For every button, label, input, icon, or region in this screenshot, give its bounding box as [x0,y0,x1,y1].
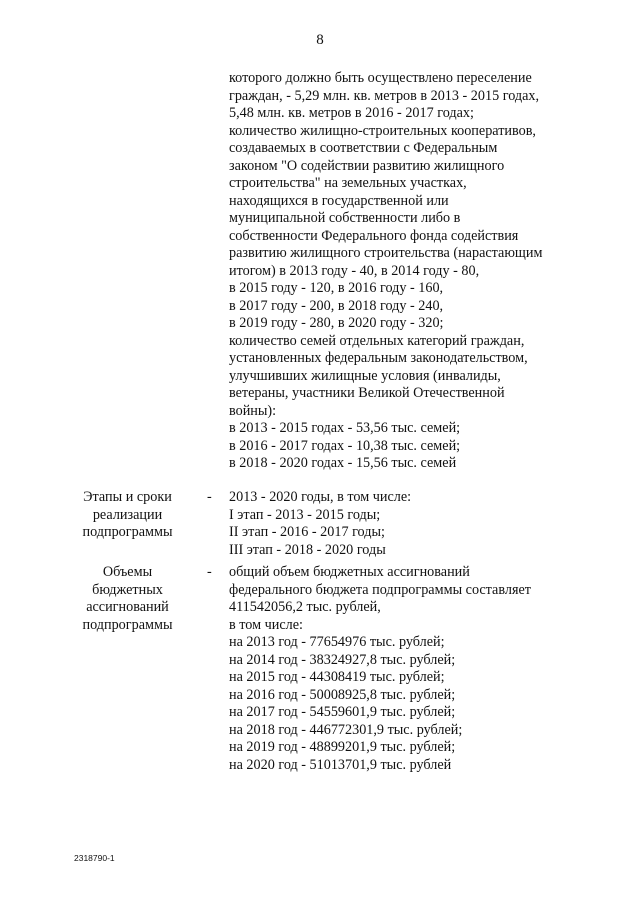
text-line: 2013 - 2020 годы, в том числе: [229,489,412,505]
page-number: 8 [316,32,324,48]
text-line: на 2019 год - 48899201,9 тыс. рублей; [229,739,456,755]
text-line: находящихся в государственной или [229,192,449,209]
text-line: в 2017 году - 200, в 2018 году - 240, [229,297,444,314]
text-line: на 2014 год - 38324927,8 тыс. рублей; [229,651,456,668]
text-line: в 2013 - 2015 годах - 53,56 тыс. семей; [229,420,461,436]
budget-dash: - [207,564,212,580]
text-line: на 2017 год - 54559601,9 тыс. рублей; [229,704,456,720]
text-line: собственности Федерального фонда содействия [229,227,519,244]
text-line: в 2016 - 2017 годах - 10,38 тыс. семей; [229,437,461,454]
text-line: на 2020 год - 51013701,9 тыс. рублей [229,756,452,773]
label-line: подпрограммы [82,616,173,633]
text-line: в 2018 - 2020 годах - 15,56 тыс. семей [229,455,457,471]
intro-text-block [229,70,569,473]
text-line: строительства" на земельных участках, [229,175,467,191]
text-line: II этап - 2016 - 2017 годы; [229,524,385,540]
text-line: ветераны, участники Великой Отечественной [229,385,505,401]
label-line: бюджетных [92,581,163,598]
document-code: 2318790-1 [74,853,115,863]
text-line: 411542056,2 тыс. рублей, [229,599,381,615]
budget-label [70,564,185,634]
text-line: I этап - 2013 - 2015 годы; [229,506,381,523]
text-line: общий объем бюджетных ассигнований [229,564,470,580]
stages-text [229,489,569,559]
stages-label [70,489,185,542]
text-line: муниципальной собственности либо в [229,210,461,226]
text-line: установленных федеральным законодательством, [229,350,528,366]
text-line: в 2015 году - 120, в 2016 году - 160, [229,280,444,296]
text-line: на 2015 год - 44308419 тыс. рублей; [229,669,445,685]
text-line: улучшивших жилищные условия (инвалиды, [229,367,501,384]
stages-dash: - [207,489,212,505]
label-line: подпрограммы [82,524,173,540]
text-line: 5,48 млн. кв. метров в 2016 - 2017 годах; [229,105,474,121]
label-line: Объемы [102,564,153,580]
text-line: развитию жилищного строительства (нарастающим [229,245,543,261]
text-line: создаваемых в соответствии с Федеральным [229,140,498,156]
text-line: на 2018 год - 446772301,9 тыс. рублей; [229,721,463,738]
label-line: Этапы и сроки [83,489,172,505]
text-line: в 2019 году - 280, в 2020 году - 320; [229,315,444,331]
text-line: итогом) в 2013 году - 40, в 2014 году - 80, [229,262,480,279]
text-line: количество семей отдельных категорий граждан, [229,332,525,349]
text-line: которого должно быть осуществлено переселение [229,70,532,86]
text-line: в том числе: [229,616,303,633]
text-line: федерального бюджета подпрограммы составляет [229,581,531,598]
text-line: войны): [229,402,277,419]
text-line: III этап - 2018 - 2020 годы [229,541,386,558]
text-line: на 2013 год - 77654976 тыс. рублей; [229,634,445,650]
text-line: на 2016 год - 50008925,8 тыс. рублей; [229,686,456,703]
budget-text [229,564,569,774]
text-line: законом "О содействии развитию жилищного [229,157,505,174]
label-line: ассигнований [86,599,169,615]
text-line: граждан, - 5,29 млн. кв. метров в 2013 - 2015 годах, [229,87,540,104]
label-line: реализации [92,506,163,523]
text-line: количество жилищно-строительных кооперативов, [229,122,536,139]
